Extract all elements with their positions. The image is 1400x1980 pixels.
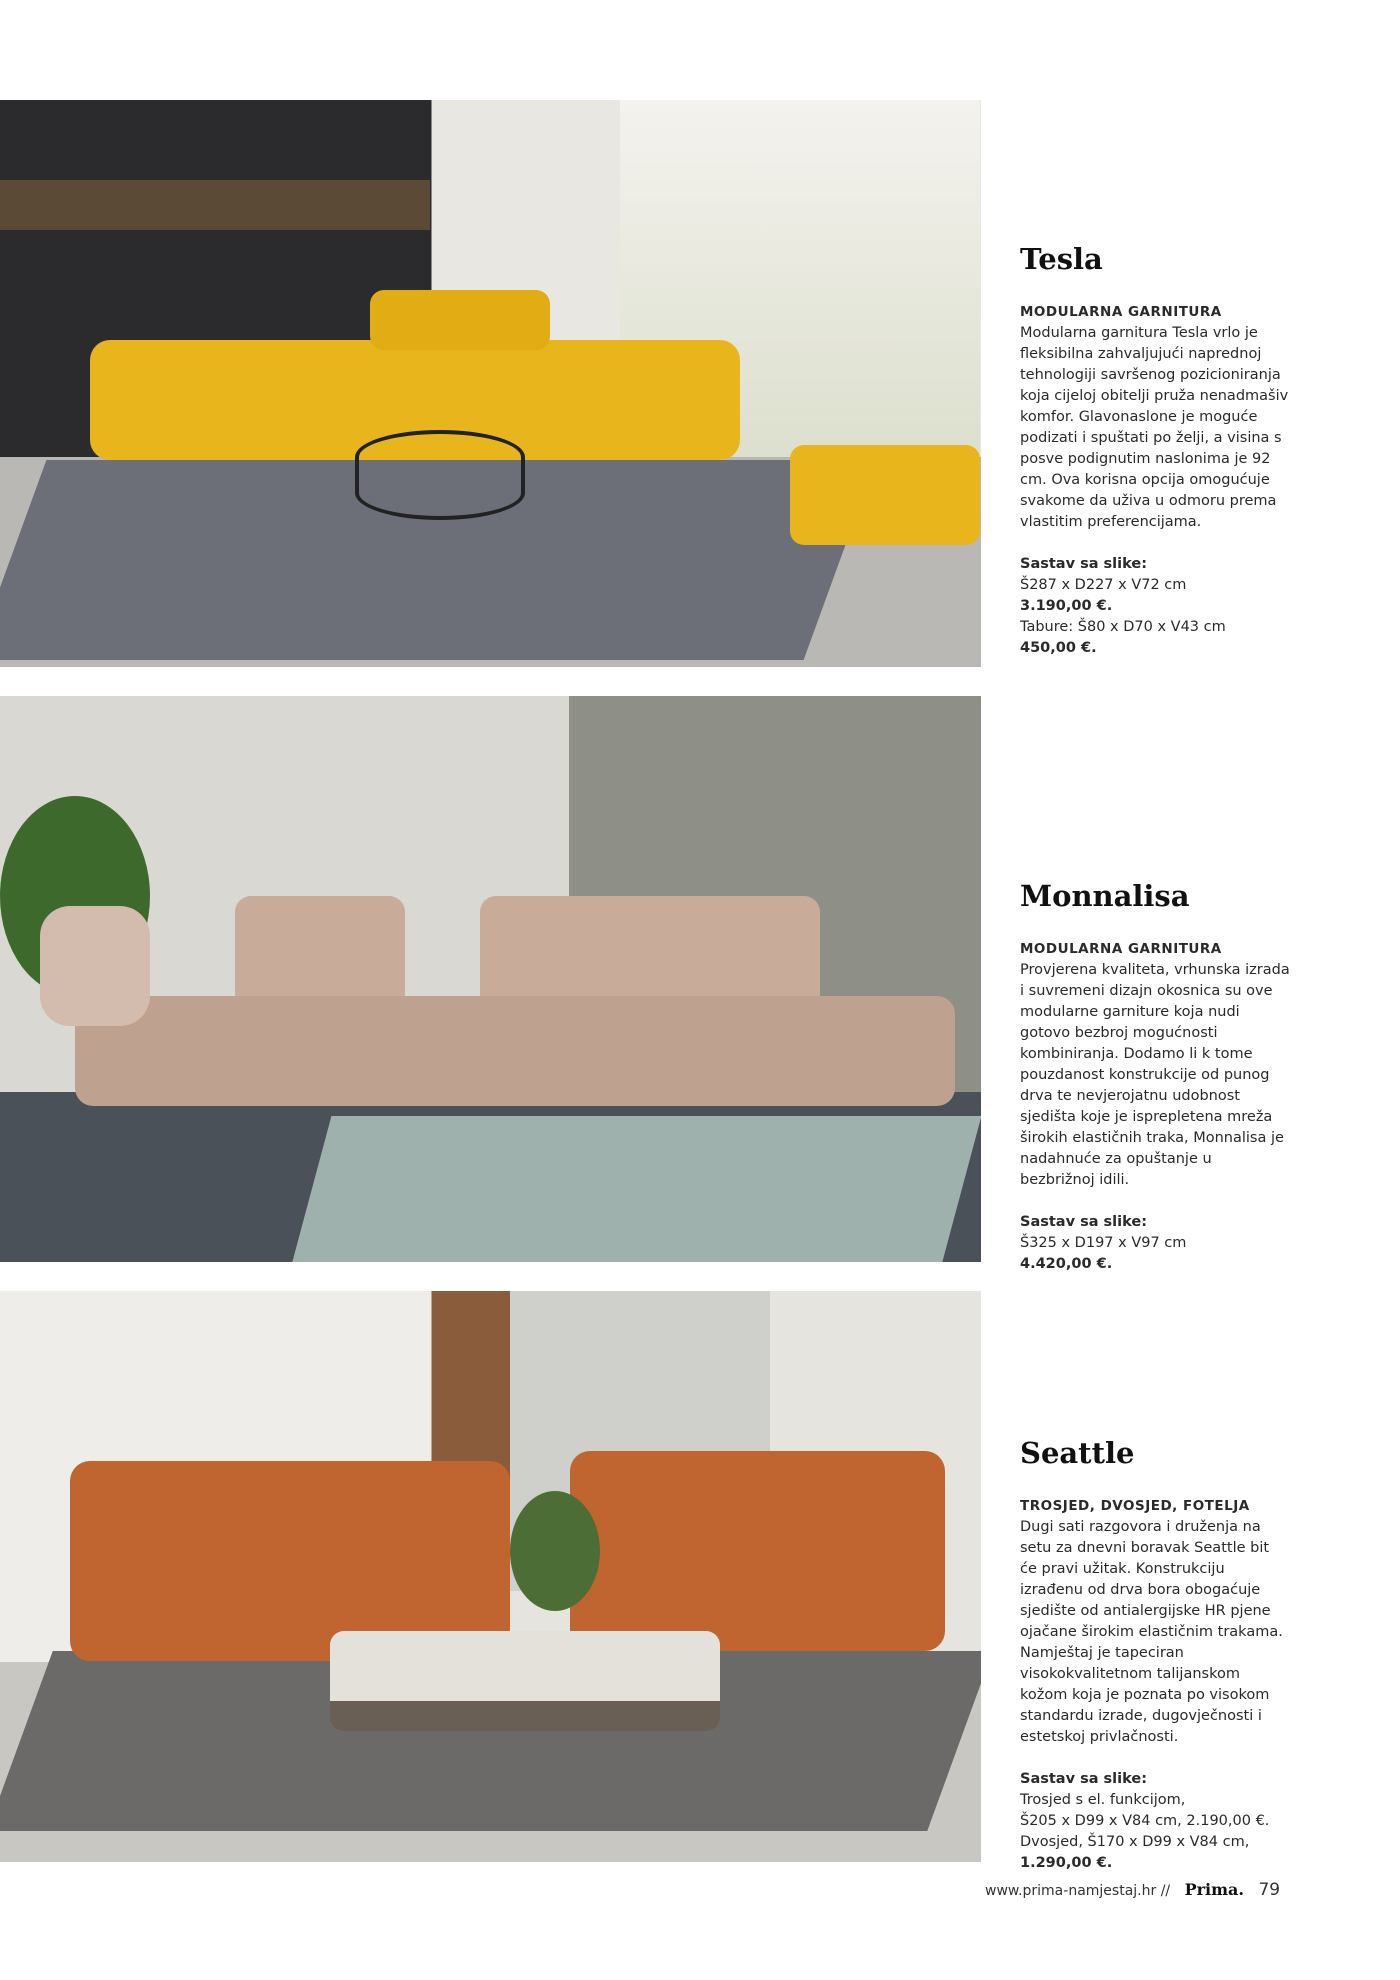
- composition-label: Sastav sa slike:: [1020, 1771, 1147, 1787]
- product-tesla: [1020, 242, 1290, 659]
- product-description: Dugi sati razgovora i druženja na setu za dnevni boravak Seattle bit će pravi užitak. Konstrukciju izrađenu od drva bora obogaćuje sjedište od antialergijske HR pjene ojačane širokim elastičnim trakama. Namještaj je tapeciran visokokvalitetnom talijanskom kožom koja je poznata po visokom standardu izrade, dugovječnosti i estetskoj privlačnosti.: [1020, 1519, 1283, 1745]
- page-number: 79: [1258, 1880, 1281, 1900]
- website-link[interactable]: www.prima-namjestaj.hr //: [985, 1883, 1171, 1899]
- price: 3.190,00 €.: [1020, 598, 1113, 614]
- spec-line: Tabure: Š80 x D70 x V43 cm: [1020, 619, 1226, 635]
- composition-label: Sastav sa slike:: [1020, 1214, 1147, 1230]
- product-type: MODULARNA GARNITURA: [1020, 941, 1222, 957]
- spec-line: Š325 x D197 x V97 cm: [1020, 1235, 1187, 1251]
- product-monnalisa: [1020, 879, 1290, 1275]
- price: 4.420,00 €.: [1020, 1256, 1113, 1272]
- product-description: Provjerena kvaliteta, vrhunska izrada i suvremeni dizajn okosnica su ove modularne garniture koja nudi gotovo bezbroj mogućnosti kombiniranja. Dodamo li k tome pouzdanost konstrukcije od punog drva te nevjerojatnu udobnost sjedišta koje je isprepletena mreža širokih elastičnih traka, Monnalisa je nadahnuće za opuštanje u bezbrižnoj idili.: [1020, 962, 1290, 1188]
- price: 450,00 €.: [1020, 640, 1097, 656]
- product-title: Tesla: [1020, 242, 1103, 276]
- monnalisa-photo: [0, 696, 981, 1262]
- spec-line: Š287 x D227 x V72 cm: [1020, 577, 1187, 593]
- composition-label: Sastav sa slike:: [1020, 556, 1147, 572]
- spec-line: Š205 x D99 x V84 cm, 2.190,00 €.: [1020, 1813, 1270, 1829]
- seattle-photo: [0, 1291, 981, 1862]
- price: 1.290,00 €.: [1020, 1855, 1113, 1871]
- product-title: Monnalisa: [1020, 879, 1190, 913]
- product-title: Seattle: [1020, 1436, 1135, 1470]
- page-footer: [985, 1880, 1280, 1900]
- spec-line: Dvosjed, Š170 x D99 x V84 cm,: [1020, 1834, 1250, 1850]
- tesla-photo: [0, 100, 981, 667]
- brand-logo: Prima.: [1184, 1880, 1244, 1899]
- spec-line: Trosjed s el. funkcijom,: [1020, 1792, 1186, 1808]
- product-type: TROSJED, DVOSJED, FOTELJA: [1020, 1498, 1250, 1514]
- product-seattle: [1020, 1436, 1290, 1874]
- product-description: Modularna garnitura Tesla vrlo je fleksibilna zahvaljujući naprednoj tehnologiji savršenog pozicioniranja koja cijeloj obitelji pruža nenadmašiv komfor. Glavonaslone je moguće podizati i spuštati po želji, a visina s posve podignutim naslonima je 92 cm. Ova korisna opcija omogućuje svakome da uživa u odmoru prema vlastitim preferencijama.: [1020, 325, 1289, 530]
- product-type: MODULARNA GARNITURA: [1020, 304, 1222, 320]
